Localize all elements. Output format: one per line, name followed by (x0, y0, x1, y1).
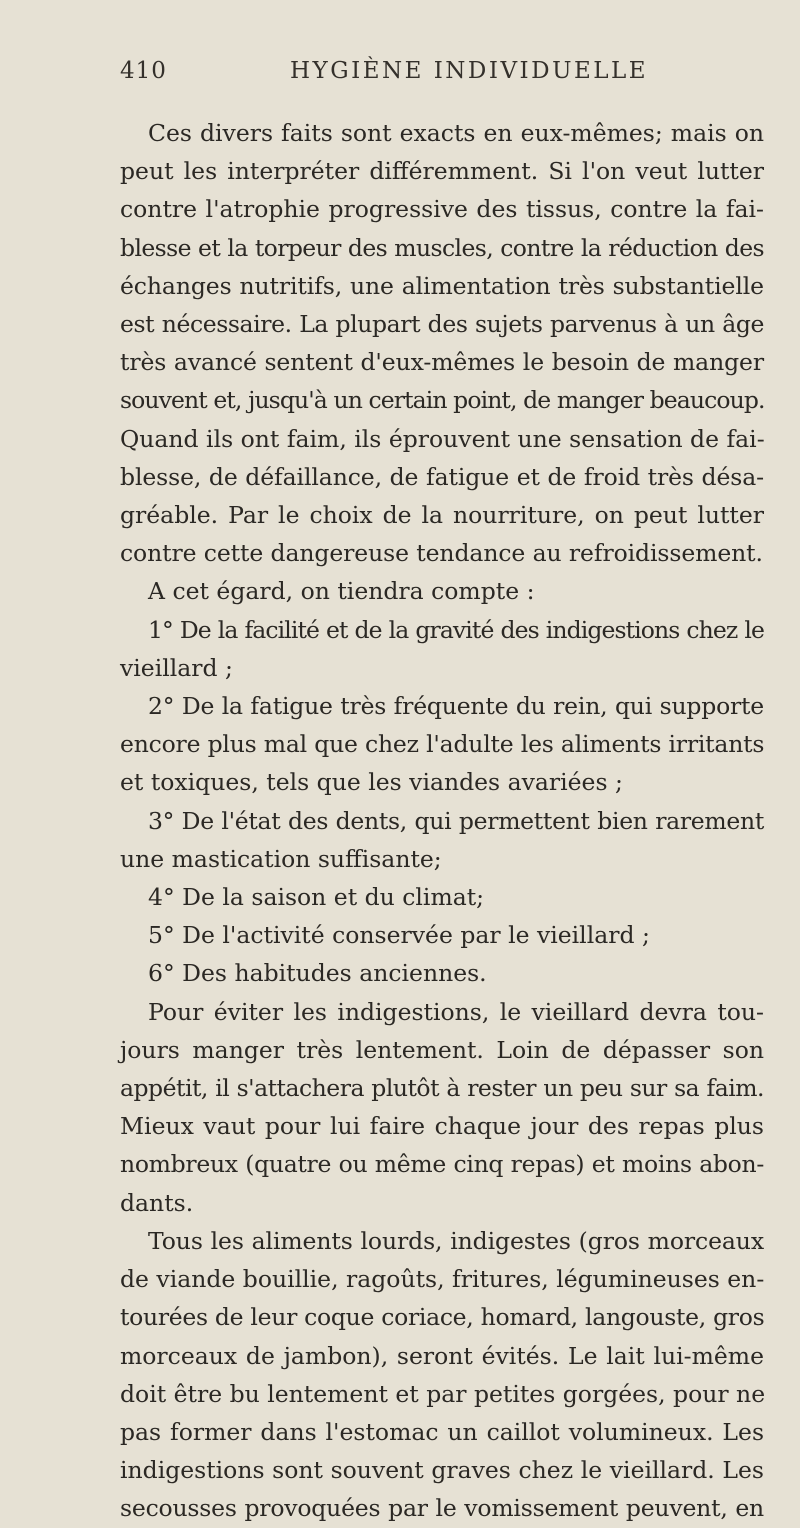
text-line: contre cette dangereuse tendance au refroidissement. (120, 539, 763, 568)
text-line: Tous les aliments lourds, indigestes (gros morceaux (148, 1226, 764, 1255)
text-line: 6° Des habitudes anciennes. (148, 959, 487, 988)
text-line: dants. (120, 1188, 194, 1217)
text-line: 3° De l'état des dents, qui permettent bien rarement (148, 806, 764, 835)
text-line: vieillard ; (120, 653, 233, 682)
text-line: est nécessaire. La plupart des sujets parvenus à un âge (120, 310, 764, 339)
text-line: de viande bouillie, ragoûts, fritures, légumineuses en- (120, 1265, 765, 1294)
text-line: tourées de leur coque coriace, homard, langouste, gros (120, 1303, 765, 1332)
running-title: HYGIÈNE INDIVIDUELLE (290, 58, 649, 84)
text-line: jours manger très lentement. Loin de dépasser son (120, 1035, 764, 1064)
text-line: 1° De la facilité et de la gravité des indigestions chez le (148, 615, 764, 644)
text-line: Pour éviter les indigestions, le vieillard devra tou- (148, 997, 764, 1026)
text-line: une mastication suffisante; (120, 844, 442, 873)
text-line: souvent et, jusqu'à un certain point, de manger beaucoup. (120, 386, 765, 415)
text-line: Ces divers faits sont exacts en eux-mêmes; mais on (148, 119, 764, 147)
text-line: indigestions sont souvent graves chez le vieillard. Les (120, 1456, 764, 1485)
text-line: secousses provoquées par le vomissement peuvent, en (120, 1494, 764, 1523)
text-line: gréable. Par le choix de la nourriture, on peut lutter (120, 501, 764, 530)
text-line: peut les interpréter différemment. Si l'on veut lutter (120, 157, 764, 186)
text-line: appétit, il s'attachera plutôt à rester un peu sur sa faim. (120, 1074, 764, 1103)
text-line: encore plus mal que chez l'adulte les aliments irritants (120, 730, 765, 759)
body-text (120, 114, 764, 1528)
text-line: nombreux (quatre ou même cinq repas) et moins abon- (120, 1150, 764, 1179)
text-line: 2° De la fatigue très fréquente du rein, qui supporte (148, 692, 764, 721)
text-line: pas former dans l'estomac un caillot volumineux. Les (120, 1417, 764, 1446)
page-header (120, 58, 764, 98)
text-line: blesse, de défaillance, de fatigue et de froid très désa- (120, 462, 764, 491)
text-line: blesse et la torpeur des muscles, contre la réduction des (120, 233, 764, 262)
text-line: Quand ils ont faim, ils éprouvent une sensation de fai- (120, 424, 765, 453)
text-line: Mieux vaut pour lui faire chaque jour des repas plus (120, 1112, 764, 1141)
page-number: 410 (120, 58, 167, 84)
text-line: échanges nutritifs, une alimentation très substantielle (120, 271, 764, 300)
text-line: A cet égard, on tiendra compte : (148, 577, 535, 606)
text-line: morceaux de jambon), seront évités. Le lait lui-même (120, 1341, 764, 1370)
text-line: doit être bu lentement et par petites gorgées, pour ne (120, 1379, 766, 1408)
text-line: très avancé sentent d'eux-mêmes le besoin de manger (120, 348, 764, 377)
text-line: 5° De l'activité conservée par le vieillard ; (148, 921, 650, 950)
text-line: et toxiques, tels que les viandes avariées ; (120, 768, 623, 797)
text-line: contre l'atrophie progressive des tissus, contre la fai- (120, 195, 764, 224)
text-line: 4° De la saison et du climat; (148, 883, 485, 912)
